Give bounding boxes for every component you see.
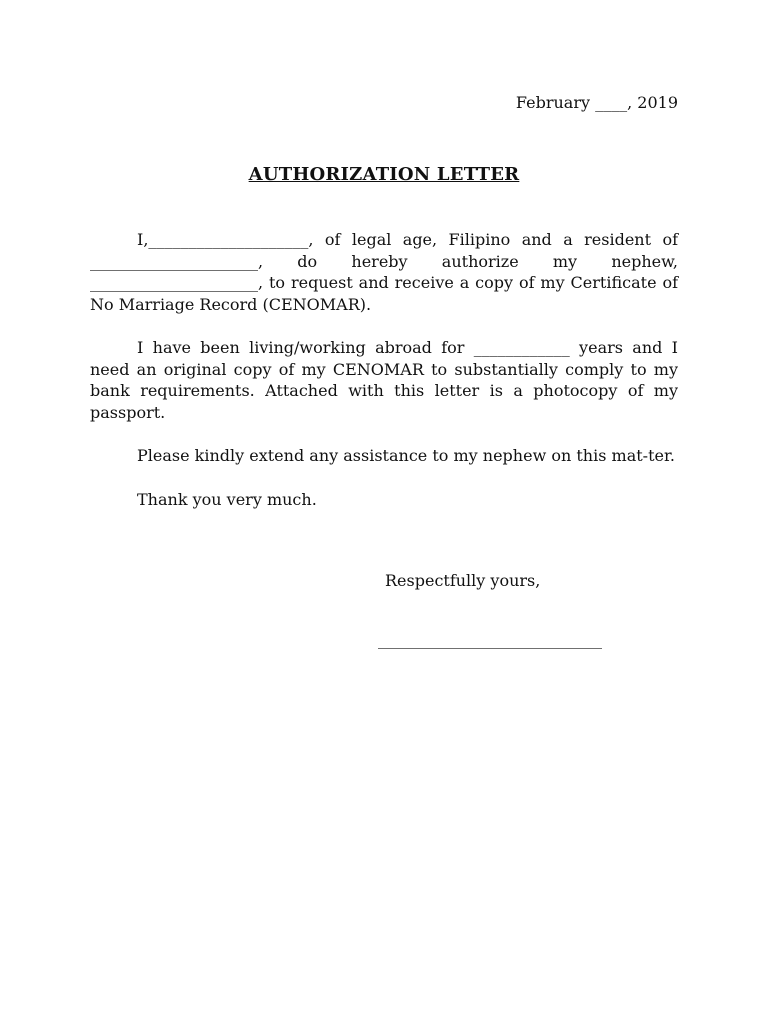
paragraph-reason: I have been living/working abroad for ____________ years and I need an original copy of my CENOMAR to substantially comply to my bank requirements. Attached with this letter is a photocopy of my passport. xyxy=(90,338,678,422)
paragraph-thanks: Thank you very much. xyxy=(137,489,317,509)
paragraph-authorization: I,____________________, of legal age, Filipino and a resident of _____________________, do hereby authorize my nephew, _____________________, to request and receive a copy of my Certificate of No Marriage Record (CENOMAR). xyxy=(90,230,678,314)
letter-body xyxy=(90,229,678,532)
signature-line: ____________________________ xyxy=(378,630,602,649)
letter-title: AUTHORIZATION LETTER xyxy=(248,164,520,185)
closing-salutation: Respectfully yours, xyxy=(385,571,541,590)
paragraph-request: Please kindly extend any assistance to my nephew on this mat-ter. xyxy=(137,446,675,465)
date-line: February ____, 2019 xyxy=(515,93,678,112)
